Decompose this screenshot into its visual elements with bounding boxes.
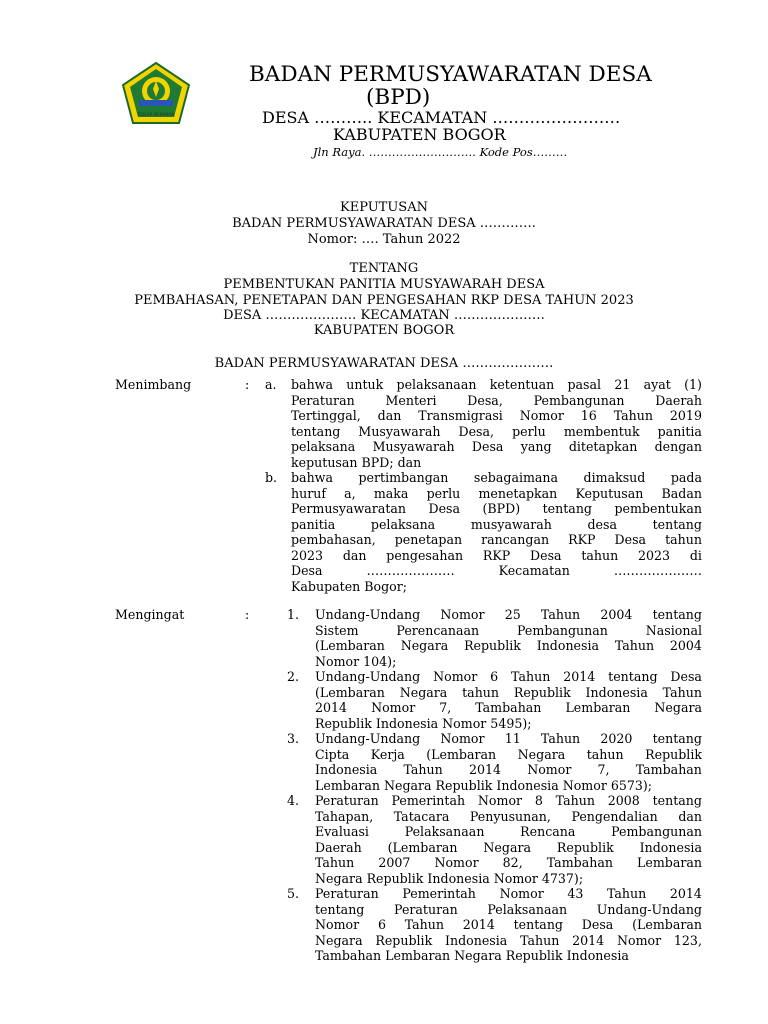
mengingat-item-line: (Lembaran Negara tahun Republik Indonesia Tahun [315,684,702,700]
menimbang-item-line: Kabupaten Bogor; [291,578,408,594]
kabupaten-bogor-logo [121,61,191,125]
org-abbreviation: (BPD) [366,85,431,110]
mengingat-item-line: tentang Peraturan Pelaksanaan Undang-Undang [315,901,702,917]
tentang-heading: TENTANG [349,261,419,276]
mengingat-item-line: Negara Republik Indonesia Nomor 4737); [315,870,584,886]
mengingat-colon: : [245,607,250,622]
menimbang-item-line: Peraturan Menteri Desa, Pembangunan Daerah [291,392,702,408]
mengingat-item-line: Undang-Undang Nomor 11 Tahun 2020 tentang [315,731,702,746]
subject-line-3: DESA ………………… KECAMATAN ………………… [223,308,545,323]
menimbang-item-line: keputusan BPD; dan [291,454,422,470]
menimbang-item-line: tentang Musyawarah Desa, perlu membentuk panitia [291,423,702,439]
menimbang-item-line: Permusyawaratan Desa (BPD) tentang pembentukan [291,501,702,516]
mengingat-item-line: Tahun 2007 Nomor 82, Tambahan Lembaran [315,855,702,870]
menimbang-item-line: Desa ………………… Kecamatan ………………… [291,563,702,578]
mengingat-item-marker: 2. [287,669,300,684]
mengingat-item-line: Tambahan Lembaran Negara Republik Indonesia [315,948,629,963]
mengingat-item-line: Sistem Perencanaan Pembangunan Nasional [315,622,702,638]
mengingat-item-line: Peraturan Pemerintah Nomor 43 Tahun 2014 [315,886,702,901]
subject-line-4: KABUPATEN BOGOR [313,323,455,338]
address-line: Jln Raya. ………………………. Kode Pos……… [313,145,568,159]
decree-heading: KEPUTUSAN [340,200,428,215]
issuer-line: BADAN PERMUSYAWARATAN DESA ………………… [214,356,554,371]
mengingat-item-line: Negara Republik Indonesia Tahun 2014 Nomor 123, [315,932,702,948]
mengingat-item-marker: 3. [287,731,300,746]
mengingat-item-marker: 1. [287,607,300,622]
menimbang-item-line: huruf a, maka perlu menetapkan Keputusan Badan [291,485,702,501]
subject-line-1: PEMBENTUKAN PANITIA MUSYAWARAH DESA [223,277,545,292]
menimbang-item-line: 2023 dan pengesahan RKP Desa tahun 2023 di [291,547,702,563]
mengingat-item-line: Daerah (Lembaran Negara Republik Indonesia [315,839,702,855]
mengingat-item-line: Lembaran Negara Republik Indonesia Nomor 6573); [315,777,653,793]
decree-number: Nomor: …. Tahun 2022 [307,232,461,247]
menimbang-item-marker: a. [265,377,277,392]
mengingat-item-line: Undang-Undang Nomor 25 Tahun 2004 tentang [315,607,702,622]
menimbang-item-line: pelaksana Musyawarah Desa yang ditetapkan dengan [291,439,702,454]
kabupaten-line: KABUPATEN BOGOR [333,125,506,144]
menimbang-item-marker: b. [265,470,278,485]
mengingat-item-line: Nomor 6 Tahun 2014 tentang Desa (Lembaran [315,917,702,932]
mengingat-item-line: Nomor 104); [315,653,397,669]
mengingat-label: Mengingat [115,607,185,622]
menimbang-label: Menimbang [115,377,192,392]
mengingat-item-line: Peraturan Pemerintah Nomor 8 Tahun 2008 tentang [315,793,702,808]
menimbang-item-line: Tertinggal, dan Transmigrasi Nomor 16 Tahun 2019 [291,408,702,423]
mengingat-item-line: Tahapan, Tatacara Penyusunan, Pengendalian dan [315,808,702,824]
menimbang-item-line: bahwa pertimbangan sebagaimana dimaksud pada [291,470,702,485]
mengingat-item-line: Republik Indonesia Nomor 5495); [315,715,532,731]
mengingat-item-line: 2014 Nomor 7, Tambahan Lembaran Negara [315,700,702,715]
menimbang-colon: : [245,377,250,392]
decree-body: BADAN PERMUSYAWARATAN DESA …………. [232,216,536,231]
logo-motto: TEGAR BERIMAN [137,113,175,118]
mengingat-item-marker: 4. [287,793,300,808]
mengingat-item-line: (Lembaran Negara Republik Indonesia Tahun 2004 [315,638,702,653]
mengingat-item-line: Evaluasi Pelaksanaan Rencana Pembangunan [315,824,702,839]
org-name: BADAN PERMUSYAWARATAN DESA [249,62,652,87]
subject-line-2: PEMBAHASAN, PENETAPAN DAN PENGESAHAN RKP DESA TAHUN 2023 [134,293,634,308]
menimbang-item-line: pembahasan, penetapan rancangan RKP Desa tahun [291,532,702,547]
menimbang-item-line: bahwa untuk pelaksanaan ketentuan pasal 21 ayat (1) [291,377,702,392]
mengingat-item-line: Indonesia Tahun 2014 Nomor 7, Tambahan [315,762,702,777]
mengingat-item-line: Cipta Kerja (Lembaran Negara tahun Republik [315,746,702,762]
letterhead-rule [113,165,705,167]
menimbang-item-line: panitia pelaksana musyawarah desa tentang [291,516,702,532]
mengingat-item-line: Undang-Undang Nomor 6 Tahun 2014 tentang Desa [315,669,702,684]
desa-kecamatan-line: DESA ……….. KECAMATAN …………………… [262,108,621,127]
mengingat-item-marker: 5. [287,886,300,901]
